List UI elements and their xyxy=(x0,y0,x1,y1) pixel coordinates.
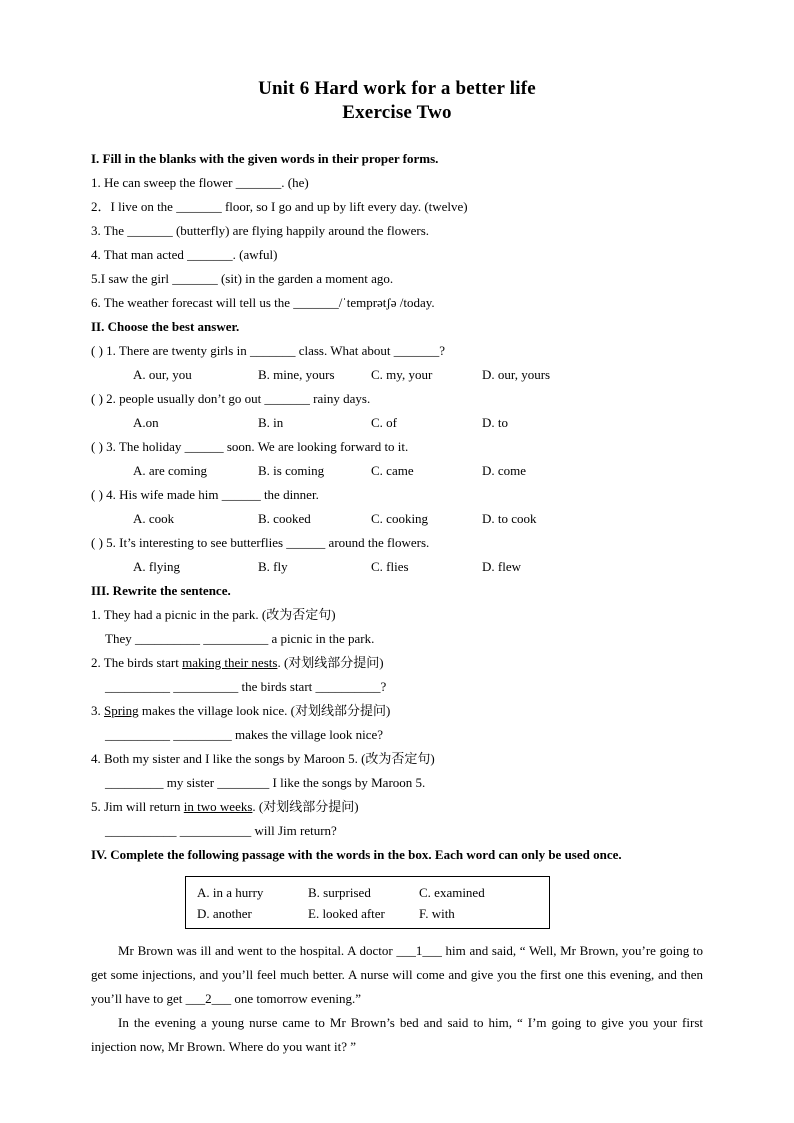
choice-5-option-b: B. fly xyxy=(258,559,288,574)
choice-2-option-c: C. of xyxy=(371,415,397,430)
word-box xyxy=(185,876,550,929)
word-box-option-b: B. surprised xyxy=(308,885,371,900)
rewrite-answer-4: _________ my sister ________ I like the songs by Maroon 5. xyxy=(105,775,426,790)
choice-4-option-c: C. cooking xyxy=(371,511,429,526)
section-4-heading: IV. Complete the following passage with the words in the box. Each word can only be used once. xyxy=(91,847,622,862)
choice-question-5: ( ) 5. It’s interesting to see butterflies ______ around the flowers. xyxy=(91,535,430,550)
choice-5-option-c: C. flies xyxy=(371,559,409,574)
choice-question-2: ( ) 2. people usually don’t go out _______ rainy days. xyxy=(91,391,371,406)
section-1-heading: I. Fill in the blanks with the given words in their proper forms. xyxy=(91,151,439,166)
choice-4-option-b: B. cooked xyxy=(258,511,311,526)
word-box-option-e: E. looked after xyxy=(308,906,385,921)
worksheet-subtitle: Exercise Two xyxy=(342,102,452,123)
word-box-option-d: D. another xyxy=(197,906,252,921)
fill-blank-item-2: 2．I live on the _______ floor, so I go and up by lift every day. (twelve) xyxy=(91,199,468,214)
rewrite-answer-3: __________ _________ makes the village look nice? xyxy=(105,727,384,742)
rewrite-item-5 xyxy=(91,799,359,815)
fill-blank-item-1: 1. He can sweep the flower _______. (he) xyxy=(91,175,309,190)
rewrite-4-text: 4. Both my sister and I like the songs by Maroon 5. (改为否定句) xyxy=(91,751,435,766)
choice-5-option-d: D. flew xyxy=(482,559,521,574)
rewrite-5-underlined: in two weeks xyxy=(183,799,253,814)
rewrite-3-underlined: Spring xyxy=(104,703,139,718)
rewrite-3-text: 3. xyxy=(91,703,104,718)
choice-question-1: ( ) 1. There are twenty girls in _______ class. What about _______? xyxy=(91,343,446,358)
passage-paragraph-1: Mr Brown was ill and went to the hospital. A doctor ___1___ him and said, “ Well, Mr Brown, you’re going to get some injections, and you’ll feel much better. A nurse will come and give you the first one this evening, and then you’ll have to get ___2___ one tomorrow evening.” xyxy=(91,943,703,1006)
worksheet-title: Unit 6 Hard work for a better life xyxy=(258,78,536,99)
choice-3-option-b: B. is coming xyxy=(258,463,325,478)
rewrite-item-3 xyxy=(91,703,390,719)
rewrite-1-text: 1. They had a picnic in the park. (改为否定句) xyxy=(91,607,336,622)
choice-question-4: ( ) 4. His wife made him ______ the dinner. xyxy=(91,487,319,502)
choice-3-option-c: C. came xyxy=(371,463,414,478)
choice-2-option-a: A.on xyxy=(133,415,159,430)
choice-2-option-d: D. to xyxy=(482,415,508,430)
word-box-option-c: C. examined xyxy=(419,885,485,900)
fill-blank-item-3: 3. The _______ (butterfly) are flying happily around the flowers. xyxy=(91,223,430,238)
section-2-heading: II. Choose the best answer. xyxy=(91,319,240,334)
rewrite-5-text: 5. Jim will return xyxy=(91,799,184,814)
rewrite-2-instruction: . (对划线部分提问) xyxy=(277,655,384,670)
rewrite-item-2 xyxy=(91,655,384,671)
word-box-option-a: A. in a hurry xyxy=(197,885,264,900)
rewrite-answer-2: __________ __________ the birds start __________? xyxy=(105,679,387,694)
rewrite-3-instruction: makes the village look nice. (对划线部分提问) xyxy=(138,703,391,718)
choice-question-3: ( ) 3. The holiday ______ soon. We are looking forward to it. xyxy=(91,439,409,454)
choice-1-option-c: C. my, your xyxy=(371,367,433,382)
choice-5-option-a: A. flying xyxy=(133,559,180,574)
choice-2-option-b: B. in xyxy=(258,415,284,430)
choice-1-option-a: A. our, you xyxy=(133,367,192,382)
choice-1-option-d: D. our, yours xyxy=(482,367,551,382)
rewrite-2-text: 2. The birds start xyxy=(91,655,183,670)
fill-blank-item-5: 5.I saw the girl _______ (sit) in the garden a moment ago. xyxy=(91,271,394,286)
choice-3-option-d: D. come xyxy=(482,463,527,478)
word-box-option-f: F. with xyxy=(419,906,455,921)
section-3-heading: III. Rewrite the sentence. xyxy=(91,583,231,598)
rewrite-2-underlined: making their nests xyxy=(182,655,278,670)
rewrite-answer-1: They __________ __________ a picnic in the park. xyxy=(105,631,375,646)
choice-1-option-b: B. mine, yours xyxy=(258,367,335,382)
rewrite-5-instruction: . (对划线部分提问) xyxy=(252,799,359,814)
fill-blank-item-6: 6. The weather forecast will tell us the _______/ˈtemprətʃə /today. xyxy=(91,295,435,310)
choice-4-option-a: A. cook xyxy=(133,511,175,526)
choice-4-option-d: D. to cook xyxy=(482,511,537,526)
fill-blank-item-4: 4. That man acted _______. (awful) xyxy=(91,247,278,262)
rewrite-item-1 xyxy=(91,607,336,623)
rewrite-answer-5: ___________ ___________ will Jim return? xyxy=(105,823,337,838)
rewrite-item-4 xyxy=(91,751,435,767)
choice-3-option-a: A. are coming xyxy=(133,463,208,478)
passage-paragraph-2: In the evening a young nurse came to Mr Brown’s bed and said to him, “ I’m going to give you your first injection now, Mr Brown. Where do you want it? ” xyxy=(91,1015,703,1054)
